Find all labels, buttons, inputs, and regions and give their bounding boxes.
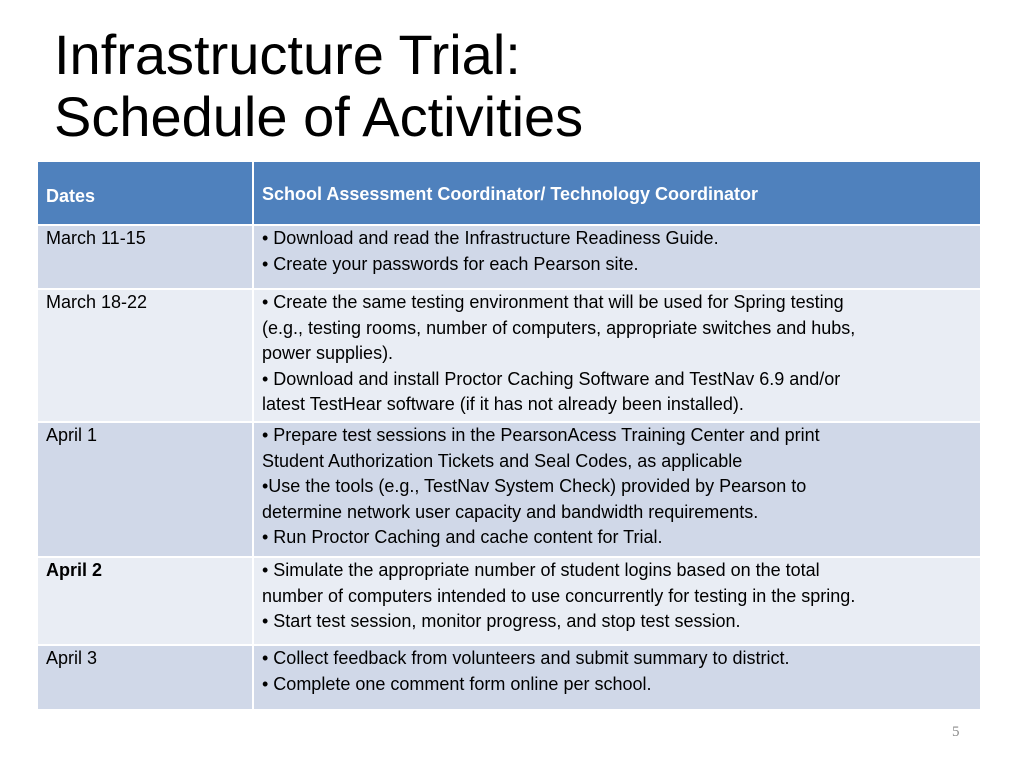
activity-line: • Start test session, monitor progress, and stop test session.	[262, 611, 741, 631]
table-row	[37, 225, 981, 289]
row-date: April 1	[37, 422, 253, 557]
table-row	[37, 557, 981, 645]
table-header-row	[37, 161, 981, 225]
activity-line: (e.g., testing rooms, number of computers, appropriate switches and hubs,	[262, 317, 856, 338]
table-row	[37, 289, 981, 422]
row-date: March 18-22	[37, 289, 253, 422]
activity-line: • Create your passwords for each Pearson site.	[262, 253, 639, 274]
activity-line: Student Authorization Tickets and Seal Codes, as applicable	[262, 450, 743, 471]
table-row	[37, 645, 981, 710]
row-activities	[253, 645, 981, 710]
activity-line: • Run Proctor Caching and cache content for Trial.	[262, 527, 663, 547]
activity-line: • Download and read the Infrastructure Readiness Guide.	[262, 228, 719, 248]
activity-line: determine network user capacity and bandwidth requirements.	[262, 501, 759, 522]
header-coordinator: School Assessment Coordinator/ Technology Coordinator	[253, 161, 981, 225]
activity-line: • Complete one comment form online per school.	[262, 673, 652, 694]
slide-title	[54, 24, 583, 148]
row-activities	[253, 557, 981, 645]
row-date: April 3	[37, 645, 253, 710]
page-number: 5	[952, 724, 960, 740]
activity-line: latest TestHear software (if it has not already been installed).	[262, 394, 744, 414]
row-activities	[253, 289, 981, 422]
schedule-table	[36, 160, 982, 711]
activity-line: • Simulate the appropriate number of student logins based on the total	[262, 560, 820, 580]
activity-line: • Prepare test sessions in the PearsonAcess Training Center and print	[262, 425, 820, 445]
row-activities	[253, 422, 981, 557]
activity-line: •Use the tools (e.g., TestNav System Check) provided by Pearson to	[262, 476, 807, 496]
header-dates: Dates	[37, 161, 253, 225]
activity-line: • Collect feedback from volunteers and submit summary to district.	[262, 648, 790, 668]
slide-title-line-2: Schedule of Activities	[54, 85, 584, 148]
row-activities	[253, 225, 981, 289]
activity-line: power supplies).	[262, 343, 394, 363]
table-row	[37, 422, 981, 557]
activity-line: number of computers intended to use concurrently for testing in the spring.	[262, 585, 856, 606]
activity-line: • Create the same testing environment that will be used for Spring testing	[262, 292, 844, 312]
activity-line: • Download and install Proctor Caching Software and TestNav 6.9 and/or	[262, 368, 841, 389]
slide-title-line-1: Infrastructure Trial:	[54, 23, 521, 86]
row-date: April 2	[37, 557, 253, 645]
row-date: March 11-15	[37, 225, 253, 289]
